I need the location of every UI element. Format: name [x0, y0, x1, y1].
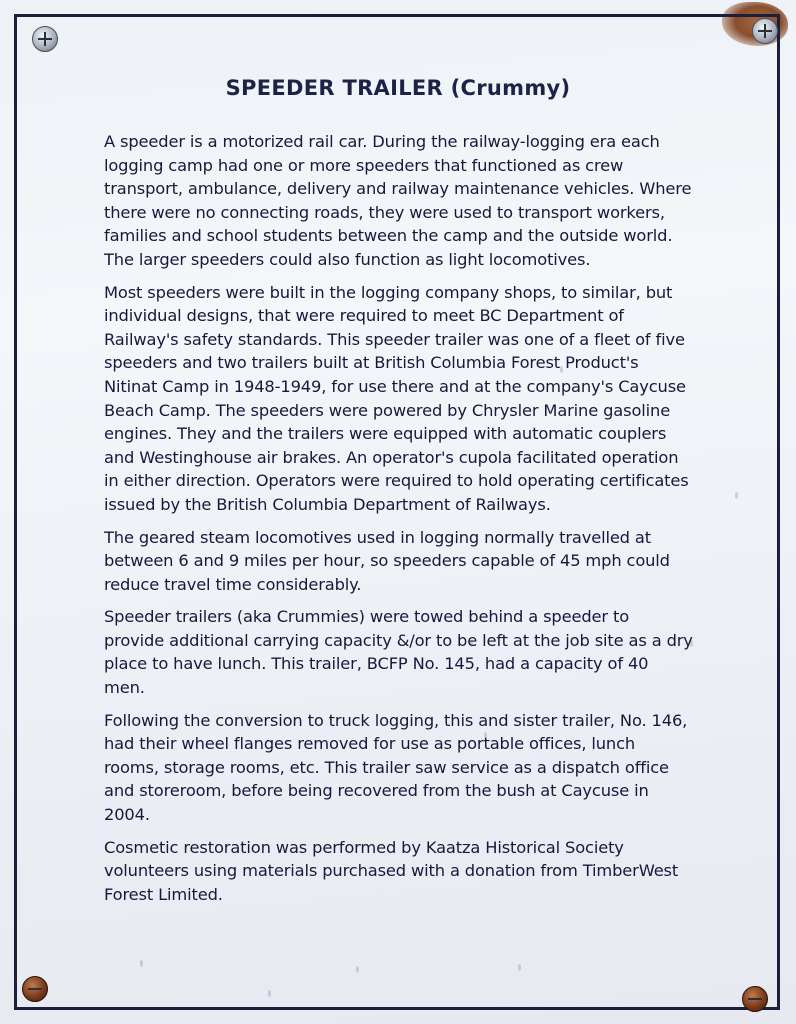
- paragraph-speed-comparison: The geared steam locomotives used in logging normally travelled at between 6 and 9 miles per hour, so speeders capable of 45 mph could reduce travel time considerably.: [104, 527, 670, 594]
- screw-icon: [32, 26, 58, 52]
- paragraph-restoration: Cosmetic restoration was performed by Kaatza Historical Society volunteers using materials purchased with a donation from TimberWest Forest Limited.: [104, 837, 679, 904]
- weather-speck: [356, 966, 359, 973]
- paragraph-speeder-definition: A speeder is a motorized rail car. During the railway-logging era each logging camp had one or more speeders that functioned as crew transport, ambulance, delivery and railway maintenance vehicles. Where there were no connecting roads, they were used to transport workers, families and school students between the camp and the outside world. The larger speeders could also function as light locomotives.: [104, 132, 692, 269]
- weather-speck: [140, 960, 143, 967]
- weather-speck: [268, 990, 271, 997]
- sign-body: [104, 130, 694, 915]
- sign-title: SPEEDER TRAILER (Crummy): [225, 76, 571, 100]
- weather-speck: [518, 964, 521, 971]
- weather-speck: [735, 492, 738, 499]
- paragraph-construction-history: Most speeders were built in the logging company shops, to similar, but individual designs, that were required to meet BC Department of Railway's safety standards. This speeder trailer was one of a fleet of five speeders and two trailers built at British Columbia Forest Product's Nitinat Camp in 1948-1949, for use there and at the company's Caycuse Beach Camp. The speeders were powered by Chrysler Marine gasoline engines. They and the trailers were equipped with automatic couplers and Westinghouse air brakes. An operator's cupola facilitated operation in either direction. Operators were required to hold operating certificates issued by the British Columbia Department of Railways.: [104, 282, 689, 514]
- screw-icon: [22, 976, 48, 1002]
- paragraph-trailer-use: Speeder trailers (aka Crummies) were towed behind a speeder to provide additional carrying capacity &/or to be left at the job site as a dry place to have lunch. This trailer, BCFP No. 145, had a capacity of 40 men.: [104, 607, 693, 698]
- screw-icon: [742, 986, 768, 1012]
- screw-icon: [752, 18, 778, 44]
- paragraph-later-service: Following the conversion to truck logging, this and sister trailer, No. 146, had their wheel flanges removed for use as portable offices, lunch rooms, storage rooms, etc. This trailer saw service as a dispatch office and storeroom, before being recovered from the bush at Caycuse in 2004.: [104, 710, 688, 825]
